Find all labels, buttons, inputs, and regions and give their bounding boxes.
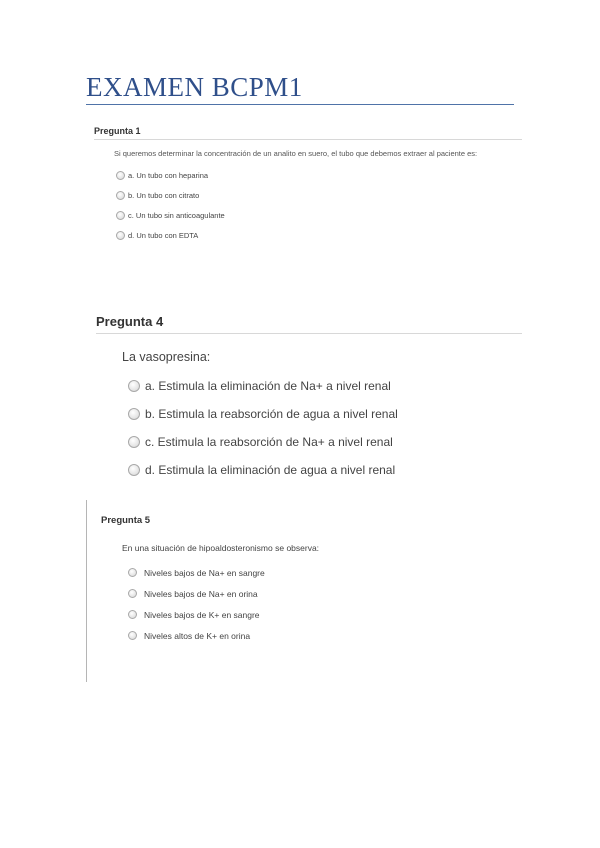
question-5-option-1[interactable] [128,562,501,583]
question-1-divider [94,139,522,140]
question-1-option-c[interactable] [116,205,522,225]
option-label: b. Un tubo con citrato [128,190,200,200]
option-label: Niveles bajos de Na+ en orina [144,588,258,599]
radio-button-icon[interactable] [128,464,140,476]
question-1-option-d[interactable] [116,225,522,245]
question-5-option-4[interactable] [128,625,501,646]
radio-button-icon[interactable] [128,436,140,448]
question-4-divider [96,333,522,334]
radio-button-icon[interactable] [128,408,140,420]
question-5-option-3[interactable] [128,604,501,625]
option-label: d. Un tubo con EDTA [128,230,199,240]
question-5-option-2[interactable] [128,583,501,604]
radio-button-icon[interactable] [116,171,125,180]
question-5-title: Pregunta 5 [101,515,151,526]
question-4-title: Pregunta 4 [96,314,164,329]
option-label: Niveles bajos de Na+ en sangre [144,567,265,578]
option-label: Niveles bajos de K+ en sangre [144,609,260,620]
radio-button-icon[interactable] [128,631,137,640]
radio-button-icon[interactable] [128,610,137,619]
page-title: EXAMEN BCPM1 [86,72,303,102]
question-5-left-border [86,500,87,682]
question-4-option-a[interactable] [128,372,522,400]
question-4-stem: La vasopresina: [122,350,211,364]
option-label: c. Estimula la reabsorción de Na+ a nivel renal [145,435,393,449]
radio-button-icon[interactable] [116,191,125,200]
option-label: d. Estimula la eliminación de agua a nivel renal [145,463,396,477]
radio-button-icon[interactable] [116,211,125,220]
question-4 [96,314,522,484]
radio-button-icon[interactable] [116,231,125,240]
radio-button-icon[interactable] [128,380,140,392]
option-label: a. Estimula la eliminación de Na+ a nivel renal [145,379,391,393]
title-divider [86,104,514,105]
question-4-options [128,372,522,484]
option-label: b. Estimula la reabsorción de agua a nivel renal [145,407,398,421]
option-label: Niveles altos de K+ en orina [144,630,251,641]
radio-button-icon[interactable] [128,568,137,577]
question-4-option-d[interactable] [128,456,522,484]
question-4-option-b[interactable] [128,400,522,428]
question-1-option-b[interactable] [116,185,522,205]
question-5-options [128,562,501,646]
radio-button-icon[interactable] [128,589,137,598]
question-1-stem: Si queremos determinar la concentración de un analito en suero, el tubo que debemos extraer al paciente es: [114,149,478,158]
option-label: c. Un tubo sin anticoagulante [128,210,225,220]
question-1 [94,126,522,245]
question-1-options [116,165,522,245]
option-label: a. Un tubo con heparina [128,170,209,180]
question-1-title: Pregunta 1 [94,126,141,136]
question-1-option-a[interactable] [116,165,522,185]
question-4-option-c[interactable] [128,428,522,456]
question-5 [101,515,501,646]
question-5-stem: En una situación de hipoaldosteronismo se observa: [122,543,320,553]
